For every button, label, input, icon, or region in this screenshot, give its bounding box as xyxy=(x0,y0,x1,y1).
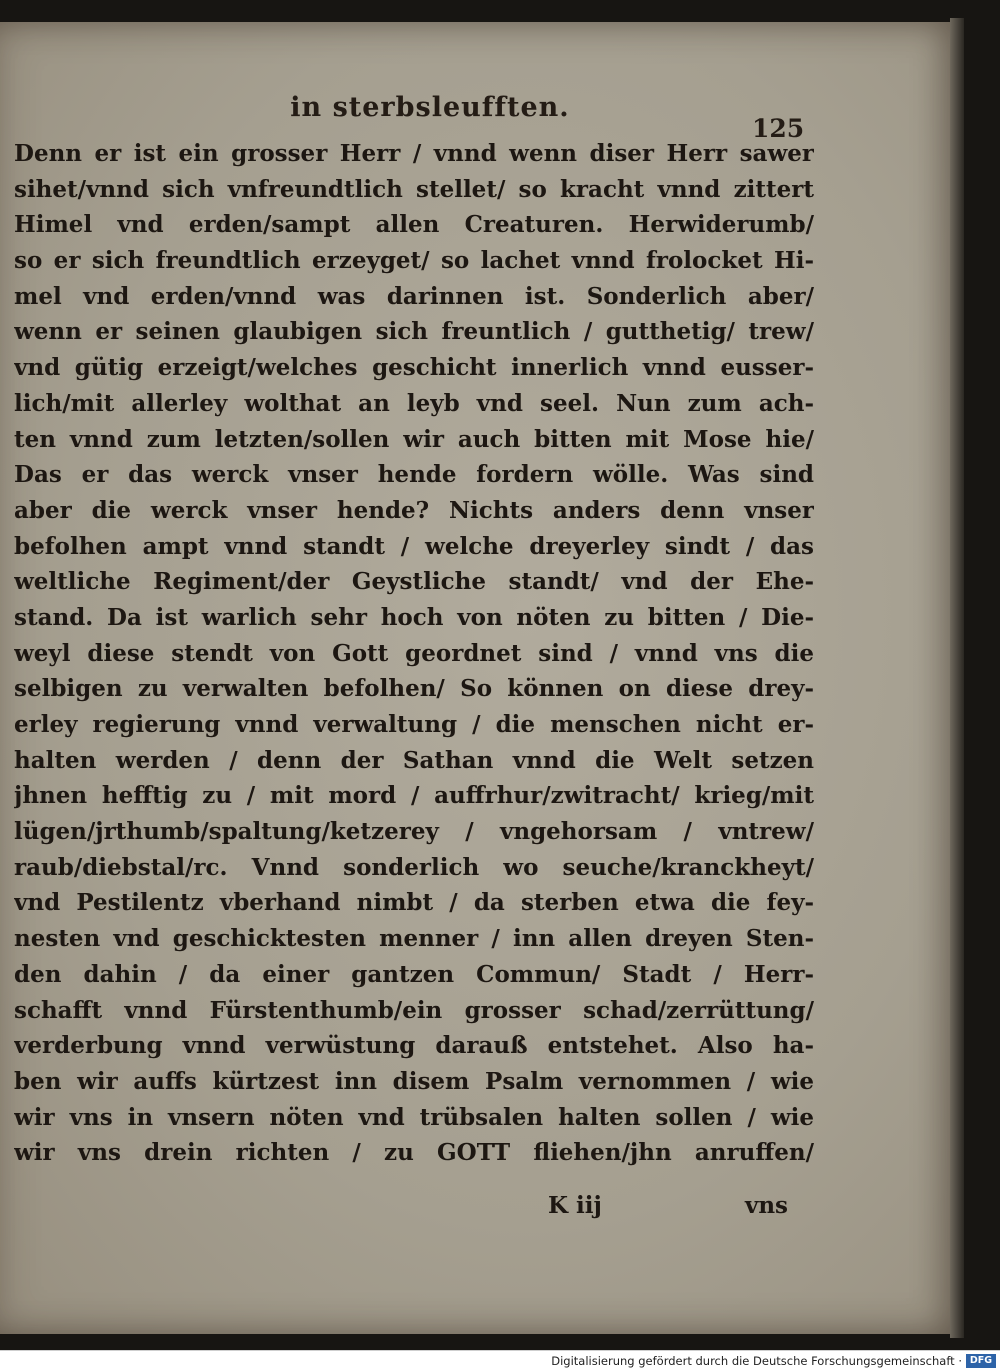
page-edge xyxy=(950,18,964,1338)
text-line: wir vns in vnsern nöten vnd trübsalen halten sollen / wie xyxy=(14,1103,814,1131)
text-line: Himel vnd erden/sampt allen Creaturen. Herwiderumb/ xyxy=(14,211,814,239)
text-line: verderbung vnnd verwüstung darauß entstehet. Also ha- xyxy=(14,1032,814,1060)
text-line: vnd Pestilentz vberhand nimbt / da sterben etwa die fey- xyxy=(14,889,814,917)
text-line: ten vnnd zum letzten/sollen wir auch bitten mit Mose hie/ xyxy=(14,425,814,453)
text-line: schafft vnnd Fürstenthumb/ein grosser schad/zerrüttung/ xyxy=(14,996,814,1024)
text-line: sihet/vnnd sich vnfreundtlich stellet/ so kracht vnnd zittert xyxy=(14,175,814,203)
book-page xyxy=(0,22,960,1334)
text-line: lügen/jrthumb/spaltung/ketzerey / vngehorsam / vntrew/ xyxy=(14,818,814,846)
text-line: jhnen hefftig zu / mit mord / auffrhur/zwitracht/ krieg/mit xyxy=(14,782,814,810)
text-line: den dahin / da einer gantzen Commun/ Stadt / Herr- xyxy=(14,960,814,988)
text-line: so er sich freundtlich erzeyget/ so lachet vnnd frolocket Hi- xyxy=(14,247,814,275)
text-line: weyl diese stendt von Gott geordnet sind / vnnd vns die xyxy=(14,639,814,667)
text-line: mel vnd erden/vnnd was darinnen ist. Sonderlich aber/ xyxy=(14,282,814,310)
funding-credit: Digitalisierung gefördert durch die Deutsche Forschungsgemeinschaft · xyxy=(551,1354,962,1368)
text-line: selbigen zu verwalten befolhen/ So können on diese drey- xyxy=(14,675,814,703)
text-line: halten werden / denn der Sathan vnnd die Welt setzen xyxy=(14,746,814,774)
text-line: Das er das werck vnser hende fordern wölle. Was sind xyxy=(14,461,814,489)
text-block xyxy=(14,136,814,1171)
signature-mark: K iij xyxy=(548,1192,602,1219)
running-head: in sterbsleufften. xyxy=(290,92,570,123)
text-line: befolhen ampt vnnd standt / welche dreyerley sindt / das xyxy=(14,532,814,560)
text-line: stand. Da ist warlich sehr hoch von nöten zu bitten / Die- xyxy=(14,603,814,631)
page-number: 125 xyxy=(752,114,805,143)
text-line: Denn er ist ein grosser Herr / vnnd wenn diser Herr sawer xyxy=(14,140,814,167)
text-line: wir vns drein richten / zu GOTT fliehen/jhn anruffen/ xyxy=(14,1139,814,1167)
text-line: nesten vnd geschicktesten menner / inn allen dreyen Sten- xyxy=(14,925,814,953)
footer-bar xyxy=(0,1350,1000,1372)
signature-line xyxy=(548,1192,788,1219)
text-line: aber die werck vnser hende? Nichts anders denn vnser xyxy=(14,496,814,524)
text-line: raub/diebstal/rc. Vnnd sonderlich wo seuche/kranckheyt/ xyxy=(14,853,814,881)
dfg-logo[interactable]: DFG xyxy=(966,1354,996,1368)
catchword: vns xyxy=(744,1192,788,1219)
text-line: lich/mit allerley wolthat an leyb vnd seel. Nun zum ach- xyxy=(14,389,814,417)
text-line: vnd gütig erzeigt/welches geschicht innerlich vnnd eusser- xyxy=(14,354,814,382)
text-line: wenn er seinen glaubigen sich freuntlich / gutthetig/ trew/ xyxy=(14,318,814,346)
text-line: weltliche Regiment/der Geystliche standt/ vnd der Ehe- xyxy=(14,568,814,596)
text-line: ben wir auffs kürtzest inn disem Psalm vernommen / wie xyxy=(14,1067,814,1095)
text-line: erley regierung vnnd verwaltung / die menschen nicht er- xyxy=(14,711,814,738)
